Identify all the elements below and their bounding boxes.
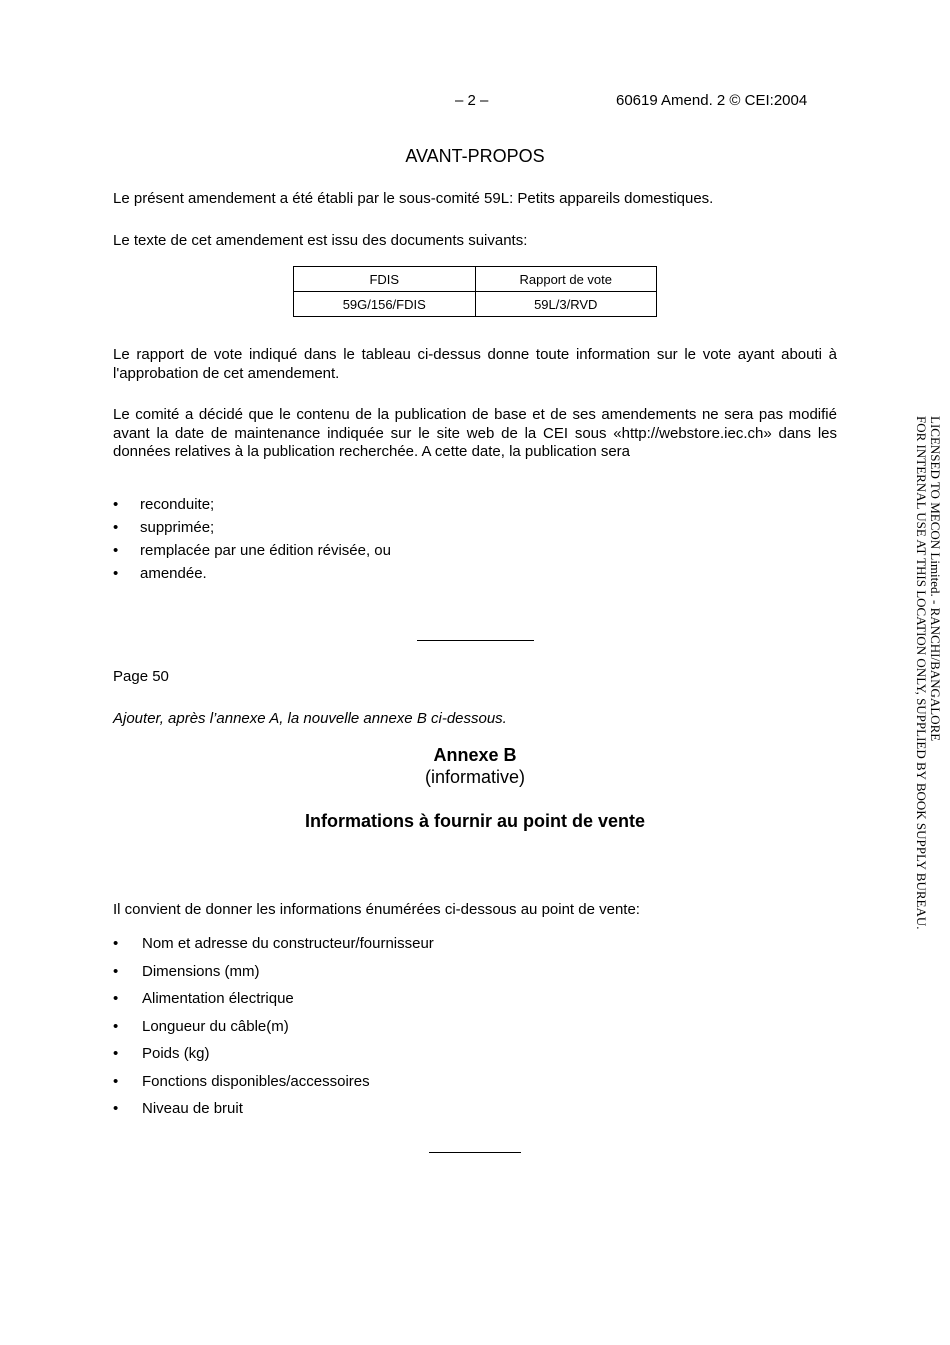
table-cell: 59L/3/RVD xyxy=(475,292,657,317)
list-item xyxy=(113,990,434,1018)
amendment-instruction: Ajouter, après l’annexe A, la nouvelle annexe B ci-dessous. xyxy=(113,710,507,727)
list-item-text: Fonctions disponibles/accessoires xyxy=(142,1072,370,1090)
list-item xyxy=(113,542,391,565)
list-item xyxy=(113,963,434,991)
annex-type: (informative) xyxy=(424,767,526,787)
list-item-text: Poids (kg) xyxy=(142,1045,210,1062)
foreword-paragraph-2: Le texte de cet amendement est issu des documents suivants: xyxy=(113,232,528,249)
list-item-text: supprimée; xyxy=(140,519,215,536)
publication-status-list xyxy=(113,496,391,588)
list-item xyxy=(113,1018,434,1046)
bullet-icon: • xyxy=(113,1017,119,1035)
list-item xyxy=(113,1073,434,1101)
list-item-text: Niveau de bruit xyxy=(142,1100,243,1117)
license-line-1: LICENSED TO MECON Limited. - RANCHI/BANGALORE xyxy=(928,416,943,742)
document-reference: 60619 Amend. 2 © CEI:2004 xyxy=(616,92,808,109)
foreword-title: AVANT-PROPOS xyxy=(405,146,545,166)
list-item xyxy=(113,496,391,519)
bullet-icon: • xyxy=(113,519,119,536)
foreword-paragraph-1: Le présent amendement a été établi par le sous-comité 59L: Petits appareils domestiques. xyxy=(113,190,714,207)
section-separator xyxy=(417,640,534,641)
list-item-text: Dimensions (mm) xyxy=(142,962,260,980)
list-item xyxy=(113,1045,434,1073)
annex-heading: Informations à fournir au point de vente xyxy=(304,811,646,831)
end-separator xyxy=(429,1152,521,1153)
bullet-icon: • xyxy=(113,1100,119,1117)
table-row xyxy=(294,292,657,317)
list-item xyxy=(113,935,434,963)
bullet-icon: • xyxy=(113,1045,119,1062)
list-item-text: Alimentation électrique xyxy=(142,990,294,1007)
list-item-text: reconduite; xyxy=(140,496,215,513)
table-cell: 59G/156/FDIS xyxy=(294,292,476,317)
annex-title: Annexe B xyxy=(433,745,517,765)
table-header-cell: Rapport de vote xyxy=(475,267,657,292)
bullet-icon: • xyxy=(113,565,119,582)
bullet-icon: • xyxy=(113,935,119,952)
bullet-icon: • xyxy=(113,1072,119,1090)
voting-documents-table xyxy=(293,266,657,317)
list-item-text: remplacée par une édition révisée, ou xyxy=(140,542,391,559)
list-item xyxy=(113,565,391,588)
page-reference: Page 50 xyxy=(113,668,169,685)
bullet-icon: • xyxy=(113,542,119,559)
point-of-sale-info-list xyxy=(113,935,434,1128)
page-number: – 2 – xyxy=(455,92,489,109)
bullet-icon: • xyxy=(113,496,119,513)
license-watermark xyxy=(914,416,942,929)
license-line-2: FOR INTERNAL USE AT THIS LOCATION ONLY, SUPPLIED BY BOOK SUPPLY BUREAU. xyxy=(914,416,929,930)
foreword-paragraph-4: Le comité a décidé que le contenu de la publication de base et de ses amendements ne sera pas modifié avant la date de maintenance indiquée sur le site web de la CEI sous «http://webstore.iec.ch» dans les données relatives à la publication recherchée. A cette date, la publication sera xyxy=(113,406,837,460)
annex-intro: Il convient de donner les informations énumérées ci-dessous au point de vente: xyxy=(113,901,640,918)
foreword-paragraph-3: Le rapport de vote indiqué dans le tableau ci-dessus donne toute information sur le vote ayant abouti à l'approbation de cet amendement. xyxy=(113,346,837,382)
table-header-row xyxy=(294,267,657,292)
list-item-text: Nom et adresse du constructeur/fournisseur xyxy=(142,935,434,952)
list-item xyxy=(113,1100,434,1128)
list-item xyxy=(113,519,391,542)
bullet-icon: • xyxy=(113,990,119,1007)
table-header-cell: FDIS xyxy=(294,267,476,292)
bullet-icon: • xyxy=(113,962,119,980)
list-item-text: amendée. xyxy=(140,565,207,582)
list-item-text: Longueur du câble(m) xyxy=(142,1017,289,1035)
